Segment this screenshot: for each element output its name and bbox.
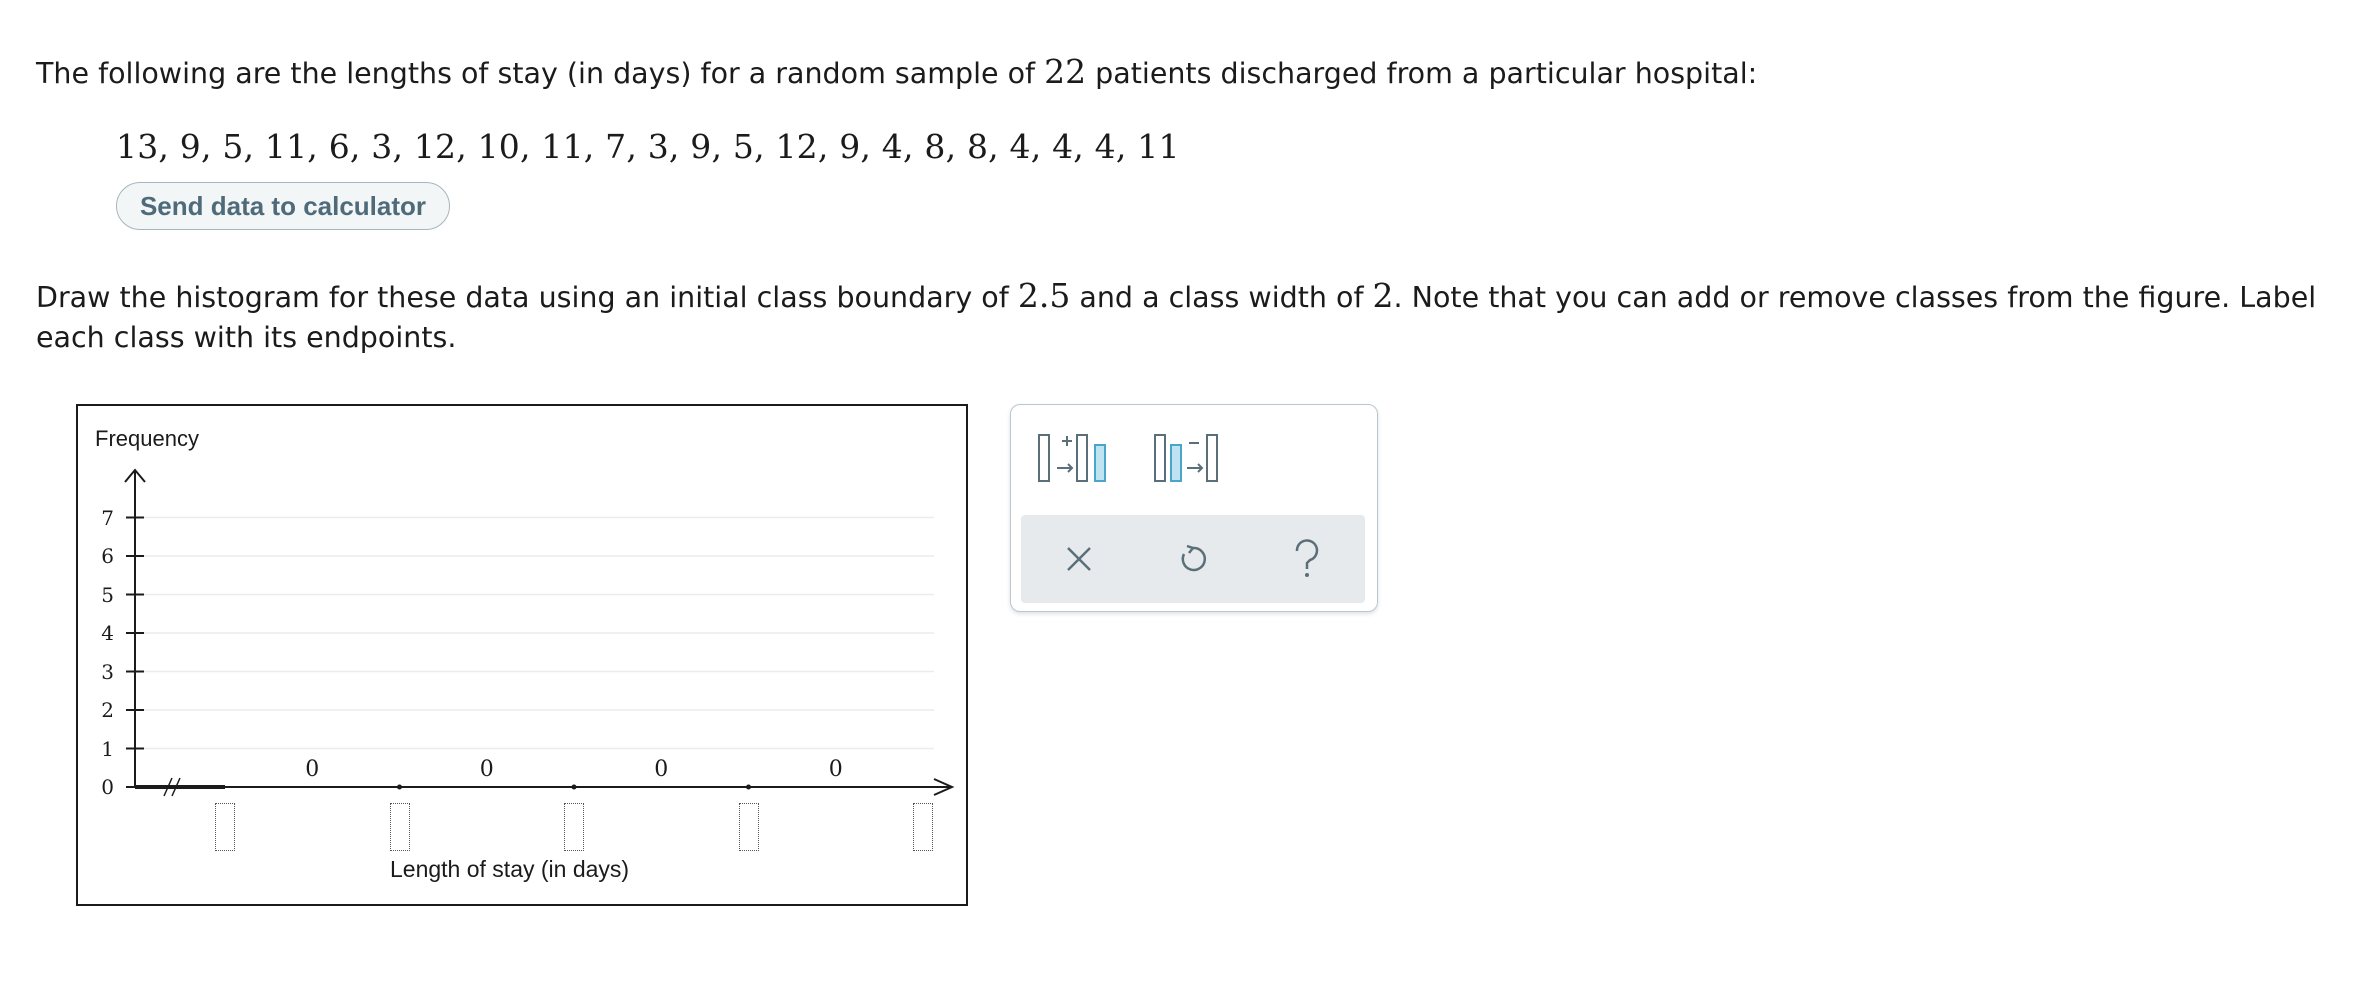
class-boundary-label-input[interactable] — [739, 803, 759, 851]
question-intro — [36, 52, 1757, 94]
add-class-button[interactable] — [1035, 431, 1115, 485]
data-values: 13, 9, 5, 11, 6, 3, 12, 10, 11, 7, 3, 9, 5, 12, 9, 4, 8, 8, 4, 4, 4, 11 — [116, 127, 1180, 166]
help-icon — [1290, 539, 1324, 579]
y-tick-label: 0 — [101, 775, 114, 799]
add-class-icon — [1035, 431, 1115, 485]
instructions-text-3: . Note that you can add or remove classes from the figure. Label each class with its endpoints. — [36, 281, 2317, 354]
initial-boundary-value: 2.5 — [1017, 276, 1071, 315]
histogram-graph[interactable] — [76, 404, 968, 906]
close-icon — [1064, 544, 1094, 574]
undo-button[interactable] — [1169, 535, 1217, 583]
y-tick-label: 6 — [101, 544, 114, 568]
class-width-value: 2 — [1372, 276, 1394, 315]
instructions — [36, 276, 2336, 358]
clear-button[interactable] — [1055, 535, 1103, 583]
class-frequency-label: 0 — [479, 757, 494, 782]
class-frequency-label: 0 — [305, 757, 320, 782]
class-boundary-dot — [746, 785, 751, 790]
class-boundary-dot — [572, 785, 577, 790]
class-frequency-label: 0 — [654, 757, 669, 782]
class-boundary-label-input[interactable] — [913, 803, 933, 851]
class-boundary-dot — [397, 785, 402, 790]
class-frequency-label: 0 — [828, 757, 843, 782]
remove-class-button[interactable] — [1151, 431, 1231, 485]
send-data-to-calculator-button[interactable]: Send data to calculator — [116, 182, 450, 230]
y-tick-label: 4 — [101, 621, 114, 645]
y-tick-label: 3 — [101, 659, 114, 684]
y-tick-label: 1 — [101, 736, 114, 761]
class-boundary-label-input[interactable] — [215, 803, 235, 851]
help-button[interactable] — [1283, 535, 1331, 583]
graph-toolbox — [1010, 404, 1378, 612]
y-axis-title: Frequency — [95, 426, 199, 451]
class-boundary-label-input[interactable] — [564, 803, 584, 851]
instructions-text-1: Draw the histogram for these data using an initial class boundary of — [36, 281, 1018, 314]
y-tick-label: 2 — [101, 698, 114, 722]
toolbox-actions — [1021, 515, 1365, 603]
class-boundary-label-input[interactable] — [390, 803, 410, 851]
sample-size: 22 — [1044, 52, 1087, 91]
x-axis-title: Length of stay (in days) — [390, 856, 630, 882]
intro-text-before: The following are the lengths of stay (in days) for a random sample of — [36, 57, 1045, 90]
remove-class-icon — [1151, 431, 1231, 485]
histogram-canvas[interactable] — [78, 406, 966, 904]
intro-text-after: patients discharged from a particular hospital: — [1086, 57, 1758, 90]
y-tick-label: 7 — [101, 505, 114, 530]
instructions-text-2: and a class width of — [1070, 281, 1373, 314]
undo-icon — [1176, 542, 1210, 576]
y-tick-label: 5 — [101, 582, 114, 607]
